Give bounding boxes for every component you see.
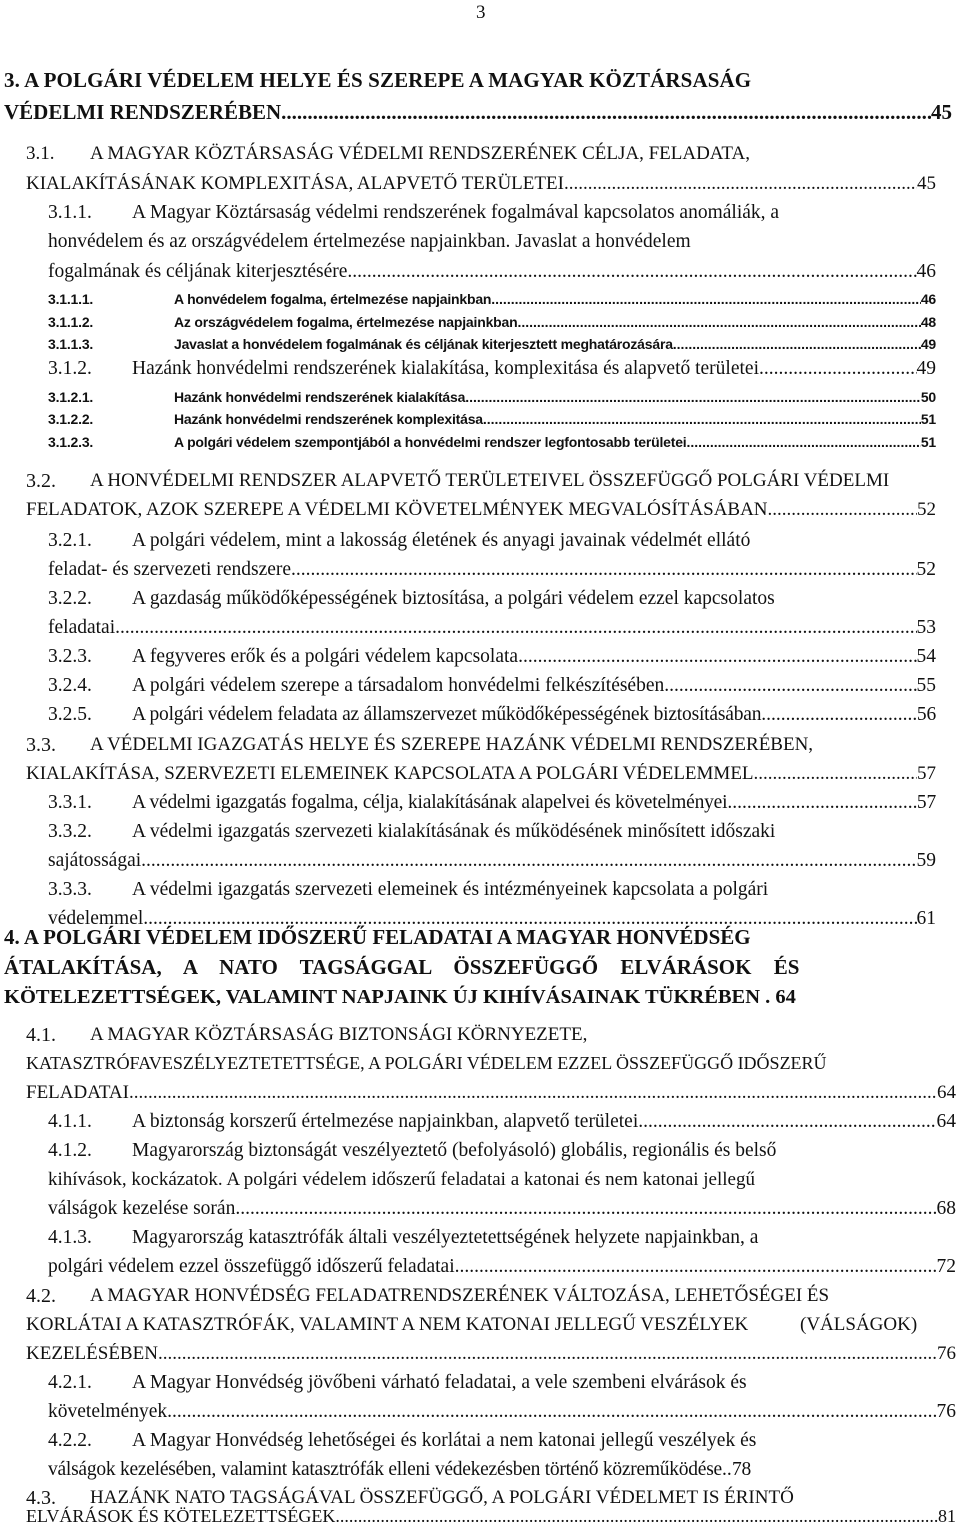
section-4-1-1-number: 4.1.1. [48, 1111, 92, 1132]
section-3-2-4-text: A polgári védelem szerepe a társadalom honvédelmi felkészítésében [132, 675, 665, 696]
section-3-2-1-number: 3.2.1. [48, 530, 92, 551]
section-3-2-4-entry[interactable] [132, 675, 936, 697]
section-3-3-2-page: 59 [916, 850, 936, 871]
section-3-2-text: FELADATOK, AZOK SZEREPE A VÉDELMI KÖVETELMÉNYEK MEGVALÓSÍTÁSÁBAN [26, 499, 768, 520]
section-3-1-line2[interactable] [26, 173, 936, 195]
section-3-3-3-line1[interactable]: A védelmi igazgatás szervezeti elemeinek és intézményeinek kapcsolata a polgári [132, 879, 769, 900]
section-4-1-2-page: 68 [936, 1198, 956, 1219]
section-3-1-2-page: 49 [916, 358, 936, 379]
section-3-1-2-3-page: 51 [920, 434, 936, 450]
section-3-1-2-text: Hazánk honvédelmi rendszerének kialakítása, komplexitása és alapvető területei [132, 358, 759, 379]
section-3-2-page: 52 [917, 499, 936, 520]
section-3-2-1-text: feladat- és szervezeti rendszere [48, 559, 292, 580]
section-4-1-text: FELADATAI [26, 1082, 129, 1103]
section-3-2-3-number: 3.2.3. [48, 646, 92, 667]
section-3-3-2-line2[interactable] [48, 850, 936, 872]
chapter-3-title-line1[interactable]: 3. A POLGÁRI VÉDELEM HELYE ÉS SZEREPE A MAGYAR KÖZTÁRSASÁG [4, 68, 752, 92]
section-4-2-1-page: 76 [936, 1401, 956, 1422]
section-4-3-line1[interactable]: HAZÁNK NATO TAGSÁGÁVAL ÖSSZEFÜGGŐ, A POLGÁRI VÉDELMET IS ÉRINTŐ [90, 1487, 794, 1508]
section-3-1-line1[interactable]: A MAGYAR KÖZTÁRSASÁG VÉDELMI RENDSZERÉNEK CÉLJA, FELADATA, [90, 143, 750, 164]
section-3-1-1-2-entry[interactable] [174, 314, 936, 330]
section-3-2-1-line1[interactable]: A polgári védelem, mint a lakosság életének és anyagi javainak védelmét ellátó [132, 530, 751, 551]
section-3-1-1-3-entry[interactable] [174, 336, 936, 352]
section-3-1-1-2-number: 3.1.1.2. [48, 314, 94, 330]
section-4-2-number: 4.2. [26, 1285, 56, 1307]
section-3-3-number: 3.3. [26, 734, 56, 756]
section-4-1-1-entry[interactable] [132, 1111, 956, 1133]
section-3-2-number: 3.2. [26, 470, 56, 492]
section-3-1-1-line2[interactable]: honvédelem és az országvédelem értelmezése napjainkban. Javaslat a honvédelem [48, 231, 691, 252]
section-3-3-line1[interactable]: A VÉDELMI IGAZGATÁS HELYE ÉS SZEREPE HAZÁNK VÉDELMI RENDSZERÉBEN, [90, 734, 814, 755]
section-3-1-2-1-page: 50 [920, 389, 936, 405]
section-3-3-2-text: sajátosságai [48, 850, 142, 871]
section-3-1-2-entry[interactable] [132, 358, 936, 380]
section-3-1-2-2-entry[interactable] [174, 411, 936, 427]
section-3-1-2-2-text: Hazánk honvédelmi rendszerének komplexitása [174, 411, 483, 427]
section-3-1-2-1-text: Hazánk honvédelmi rendszerének kialakítása [174, 389, 466, 405]
section-3-2-5-text: A polgári védelem feladata az államszervezet működőképességének biztosításában [132, 704, 762, 725]
section-3-2-3-entry[interactable] [132, 646, 936, 668]
section-4-1-2-line1[interactable]: Magyarország biztonságát veszélyeztető (befolyásoló) globális, regionális és belső [132, 1140, 777, 1161]
section-4-1-3-line1[interactable]: Magyarország katasztrófák általi veszélyeztetettségének helyzete napjainkban, a [132, 1227, 759, 1248]
section-3-2-1-line2[interactable] [48, 559, 936, 581]
section-3-1-1-number: 3.1.1. [48, 202, 92, 223]
section-4-2-1-text: követelmények [48, 1401, 168, 1422]
section-4-3-line2[interactable] [26, 1506, 956, 1527]
section-4-1-line3[interactable] [26, 1082, 956, 1104]
section-4-1-line2[interactable]: KATASZTRÓFAVESZÉLYEZTETETTSÉGE, A POLGÁRI VÉDELEM EZZEL ÖSSZEFÜGGŐ IDŐSZERŰ [26, 1053, 827, 1073]
section-3-1-2-1-number: 3.1.2.1. [48, 389, 94, 405]
section-4-1-1-text: A biztonság korszerű értelmezése napjainkban, alapvető területei [132, 1111, 639, 1132]
section-3-2-4-page: 55 [916, 675, 936, 696]
section-3-1-1-2-text: Az országvédelem fogalma, értelmezése napjainkban [174, 314, 518, 330]
section-4-2-1-line1[interactable]: A Magyar Honvédség jövőbeni várható feladatai, a vele szembeni elvárások és [132, 1372, 747, 1393]
section-3-1-text: KIALAKÍTÁSÁNAK KOMPLEXITÁSA, ALAPVETŐ TERÜLETEI [26, 173, 564, 194]
section-3-1-2-3-entry[interactable] [174, 434, 936, 450]
chapter-4-title-line2[interactable]: ÁTALAKÍTÁSA, A NATO TAGSÁGGAL ÖSSZEFÜGGŐ ELVÁRÁSOK ÉS [4, 955, 800, 979]
section-4-1-2-number: 4.1.2. [48, 1140, 92, 1161]
section-3-3-3-page: 61 [916, 908, 936, 929]
section-3-1-page: 45 [917, 173, 936, 194]
section-3-3-1-entry[interactable] [132, 792, 936, 814]
section-4-1-3-line2[interactable] [48, 1256, 956, 1278]
section-4-1-2-line3[interactable] [48, 1198, 956, 1220]
section-3-1-1-1-text: A honvédelem fogalma, értelmezése napjainkban [174, 291, 492, 307]
section-4-2-2-text: válságok kezelésében, valamint katasztrófák elleni védekezésben történő közreműködése [48, 1459, 722, 1480]
section-3-2-line2[interactable] [26, 499, 936, 521]
section-4-2-2-line2[interactable] [48, 1459, 956, 1481]
section-3-1-2-2-number: 3.1.2.2. [48, 411, 94, 427]
section-4-1-1-page: 64 [936, 1111, 956, 1132]
section-4-2-line2b[interactable]: (VÁLSÁGOK) [800, 1314, 918, 1335]
chapter-4-page: 64 [775, 986, 796, 1008]
section-3-1-1-1-page: 46 [920, 291, 936, 307]
section-3-2-2-page: 53 [916, 617, 936, 638]
chapter-3-page: 45 [931, 100, 952, 124]
section-4-2-line2a[interactable]: KORLÁTAI A KATASZTRÓFÁK, VALAMINT A NEM KATONAI JELLEGŰ VESZÉLYEK [26, 1314, 749, 1335]
section-3-3-line2[interactable] [26, 763, 936, 785]
section-4-1-number: 4.1. [26, 1024, 56, 1046]
section-3-1-1-text: fogalmának és céljának kiterjesztésére [48, 261, 348, 282]
section-4-3-page: 81 [938, 1506, 956, 1526]
section-3-1-1-line1[interactable]: A Magyar Köztársaság védelmi rendszerének fogalmával kapcsolatos anomáliák, a [132, 202, 780, 223]
section-3-2-1-page: 52 [916, 559, 936, 580]
section-3-2-2-line1[interactable]: A gazdaság működőképességének biztosítása, a polgári védelem ezzel kapcsolatos [132, 588, 775, 609]
section-3-1-1-3-text: Javaslat a honvédelem fogalmának és céljának kiterjesztett meghatározására [174, 336, 673, 352]
chapter-4-title-text: KÖTELEZETTSÉGEK, VALAMINT NAPJAINK ÚJ KIHÍVÁSAINAK TÜKRÉBEN [4, 986, 761, 1008]
section-3-2-5-number: 3.2.5. [48, 704, 92, 725]
section-4-1-line1[interactable]: A MAGYAR KÖZTÁRSASÁG BIZTONSÁGI KÖRNYEZETE, [90, 1024, 588, 1045]
section-3-3-1-text: A védelmi igazgatás fogalma, célja, kialakításának alapelvei és követelményei [132, 792, 728, 813]
section-3-2-2-text: feladatai [48, 617, 116, 638]
section-3-1-2-3-text: A polgári védelem szempontjából a honvédelmi rendszer legfontosabb területei [174, 434, 687, 450]
section-3-1-2-3-number: 3.1.2.3. [48, 434, 94, 450]
section-4-1-3-number: 4.1.3. [48, 1227, 92, 1248]
section-4-2-2-number: 4.2.2. [48, 1430, 92, 1451]
section-3-2-5-page: 56 [916, 704, 936, 725]
section-4-3-number: 4.3. [26, 1487, 56, 1509]
section-3-1-2-1-entry[interactable] [174, 389, 936, 405]
section-3-1-2-2-page: 51 [920, 411, 936, 427]
section-4-2-text: KEZELÉSÉBEN [26, 1343, 158, 1364]
section-4-2-line1[interactable]: A MAGYAR HONVÉDSÉG FELADATRENDSZERÉNEK VÁLTOZÁSA, LEHETŐSÉGEI ÉS [90, 1285, 830, 1306]
section-3-2-3-text: A fegyveres erők és a polgári védelem kapcsolata [132, 646, 519, 667]
section-4-1-page: 64 [937, 1082, 956, 1103]
section-3-1-2-number: 3.1.2. [48, 358, 92, 379]
section-3-3-2-number: 3.3.2. [48, 821, 92, 842]
section-3-2-2-number: 3.2.2. [48, 588, 92, 609]
section-4-2-2-page: 78 [731, 1459, 751, 1480]
section-4-2-1-line2[interactable] [48, 1401, 956, 1423]
chapter-4-title-line3[interactable]: KÖTELEZETTSÉGEK, VALAMINT NAPJAINK ÚJ KIHÍVÁSAINAK TÜKRÉBEN . 64 [4, 986, 796, 1008]
section-3-1-1-1-number: 3.1.1.1. [48, 291, 94, 307]
section-4-2-page: 76 [937, 1343, 956, 1364]
section-3-2-line1[interactable]: A HONVÉDELMI RENDSZER ALAPVETŐ TERÜLETEIVEL ÖSSZEFÜGGŐ POLGÁRI VÉDELMI [90, 470, 890, 491]
section-3-3-text: KIALAKÍTÁSA, SZERVEZETI ELEMEINEK KAPCSOLATA A POLGÁRI VÉDELEMMEL [26, 763, 754, 784]
page-number: 3 [476, 2, 486, 23]
section-3-3-2-line1[interactable]: A védelmi igazgatás szervezeti kialakításának és működésének minősített időszaki [132, 821, 776, 842]
section-4-1-3-text: polgári védelem ezzel összefüggő időszerű feladatai [48, 1256, 455, 1277]
section-3-1-number: 3.1. [26, 143, 55, 164]
chapter-3-title-line2[interactable] [4, 100, 952, 125]
section-4-1-2-text: válságok kezelése során [48, 1198, 236, 1219]
section-4-1-3-page: 72 [936, 1256, 956, 1277]
section-3-1-1-line3[interactable] [48, 261, 936, 283]
section-3-2-2-line2[interactable] [48, 617, 936, 639]
chapter-3-title-text: VÉDELMI RENDSZERÉBEN [4, 100, 282, 124]
section-4-1-2-line2[interactable]: kihívások, kockázatok. A polgári védelem időszerű feladatai a katonai és nem katonai jellegű [48, 1169, 755, 1190]
section-4-2-line3[interactable] [26, 1343, 956, 1365]
section-3-1-1-page: 46 [916, 261, 936, 282]
section-3-3-page: 57 [917, 763, 936, 784]
section-3-2-4-number: 3.2.4. [48, 675, 92, 696]
section-3-3-3-number: 3.3.3. [48, 879, 92, 900]
section-3-1-1-3-number: 3.1.1.3. [48, 336, 94, 352]
section-3-1-1-1-entry[interactable] [174, 291, 936, 307]
section-3-2-5-entry[interactable] [132, 704, 936, 726]
section-3-1-1-3-page: 49 [920, 336, 936, 352]
chapter-4-title-line1[interactable]: 4. A POLGÁRI VÉDELEM IDŐSZERŰ FELADATAI A MAGYAR HONVÉDSÉG [4, 925, 751, 949]
section-3-3-1-page: 57 [916, 792, 936, 813]
section-4-2-1-number: 4.2.1. [48, 1372, 92, 1393]
section-3-3-1-number: 3.3.1. [48, 792, 92, 813]
section-4-3-text: ELVÁRÁSOK ÉS KÖTELEZETTSÉGEK [26, 1506, 336, 1526]
section-3-3-3-text: védelemmel [48, 908, 144, 929]
section-3-1-1-2-page: 48 [920, 314, 936, 330]
section-4-2-2-line1[interactable]: A Magyar Honvédség lehetőségei és korlátai a nem katonai jellegű veszélyek és [132, 1430, 757, 1451]
section-3-2-3-page: 54 [916, 646, 936, 667]
